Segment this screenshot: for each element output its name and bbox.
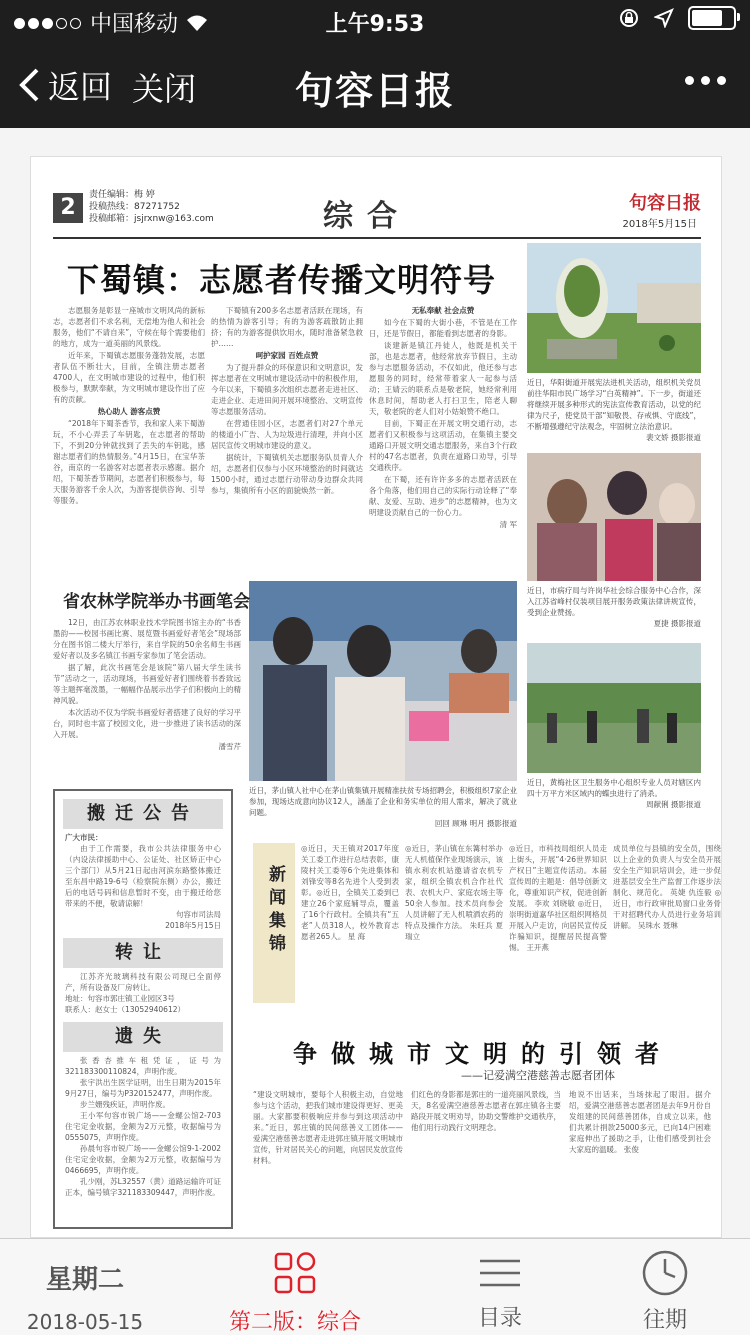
more-menu-button[interactable] — [685, 76, 726, 85]
photo-caption-4: 近日，黄梅社区卫生服务中心组织专业人员对辖区内四十万平方米区域内的蝶虫进行了消杀。 周献俐 摄影报道 — [527, 778, 701, 809]
notice-lost-title: 遗失 — [63, 1022, 223, 1052]
tab-edition[interactable]: 第二版：综合 — [210, 1239, 380, 1335]
content-area[interactable] — [0, 128, 750, 1238]
notice-transfer-body: 江苏齐光玻璃科技有限公司现已全面停产，所有设备及厂房转让。 地址：句容市郭庄镇工业园区3号 联系人：赵女士（13052940612） — [65, 972, 221, 1014]
location-icon — [654, 8, 674, 28]
notice-box — [53, 789, 233, 1229]
issue-date: 2018年5月15日 — [622, 219, 697, 230]
feature-title: 争做城市文明的引领者 — [293, 1039, 673, 1068]
news-column-1: ◎近日，天王镇对2017年度关工委工作进行总结表彰，康陵村关工委等6个先进集体和刘锋安等8名先进个人受到表彰。◎近日，全镇关工委到已建立26个家庭辅导点，覆盖了16个行政村。全镇共有“五老”人员318人，校外教育志愿者265人。 星 海 — [301, 844, 399, 941]
headline: 下蜀镇：志愿者传播文明符号 — [67, 261, 497, 299]
photo-disinfection[interactable] — [527, 643, 701, 773]
list-icon — [478, 1255, 522, 1291]
photo-sculpture[interactable] — [527, 243, 701, 373]
photo-caption-3: 近日，茅山镇人社中心在茅山镇集镇开展精准扶贫专场招聘会，积极组织7家企业参加，现场达成意向协议12人，涵盖了企业和务实单位的用人需求，解决了就业问题。 回回 顾琳 明月 摄影报道 — [249, 786, 517, 828]
rotation-lock-icon — [618, 7, 640, 29]
feature-column-1: “建设文明城市，要每个人积极主动，自觉地参与这个活动，把我们城市建设得更好、更美丽。大家都要积极响应并参与到这项活动中来。”近日，郭庄镇的民间慈善义工团体——爱满空港慈善志愿者走进郭庄镇开展文明城市宣传，针对居民关心的问题，向居民发放宣传材料。 — [253, 1090, 403, 1165]
battery-icon — [688, 6, 736, 30]
photo-caption-2: 近日，市病疗局与许岗华社会综合服务中心合作，深入江苏省峰村仅装项目展开服务政策法律讲规宣传，受到企业赞扬。 夏捷 摄影报道 — [527, 586, 701, 628]
section-name: 综合 — [323, 199, 411, 234]
feature-column-2: 们红色的身影都是郭庄的一道亮丽风景线，当天，8名爱满空港慈善志愿者在郭庄镇各主要路段开展文明劝导，协助交警维护交通秩序，他们用行动践行文明理念。 — [411, 1090, 561, 1132]
sub-headline: 省农林学院举办书画笔会 — [63, 592, 250, 612]
newspaper-logo: 句容日报 — [629, 193, 701, 214]
notice-relocation-body: 广大市民： 由于工作需要，我市公共法律服务中心（内设法律援助中心、公证处、社区矫正中心三个部门）从5月21日起由河滨东路整体搬迁至东昌中路19-6号（检察院东侧）办公，搬迁后的电话号码和信息暂时不变，由于搬迁给您带来的不便，敬请谅解！ 句容市司法局 2018年5月15日 — [65, 833, 221, 930]
status-bar — [0, 0, 750, 40]
news-roundup — [253, 843, 722, 1013]
layout-grid-icon — [273, 1251, 317, 1295]
news-column-4: 成员单位与县镇的安全员，围绕以上企业的负责人与安全员开展安全生产知识培训会，进一步促进基层安全生产监督工作逐步法制化、规范化。 英婕 仇连毅 ◎近日，市行政审批局窗口业务骨干对招聘代办人员进行业务培训讲解。 吴珠水 聂琳 — [613, 844, 721, 930]
nav-bar — [0, 40, 750, 128]
feature-subtitle: ——记爱满空港慈善志愿者团体 — [461, 1069, 615, 1082]
page-title: 句容日报 — [294, 69, 455, 113]
news-roundup-label: 新闻集锦 — [253, 843, 295, 1003]
tab-catalog[interactable]: 目录 — [410, 1239, 590, 1335]
article-column-2: 下蜀镇有200多名志愿者活跃在现场，有的热情为游客引导；有的为游客疏散防止拥挤；有的为游客提供饮用水，随时准备紧急救护…… 呵护家园 百姓点赞 为了提升群众的环保意识和文明意识，发挥志愿者在文明城市建设活动中的积极作用，今年以来，下蜀镇多次组织志愿者走进社区、走进企业、走进田间开展环境整治、文明宣传等志愿服务活动。 在营通佳园小区，志愿者们对27个单元的楼道小广告、人为垃圾进行清理，并向小区居民宣传文明城市建设的意义。 据统计，下蜀镇机关志愿服务队员青人介绍，志愿者们仅参与小区环境整治的时间就达1500小时，通过志愿行动带动身边群众共同参与，集镇所有小区的面貌焕然一新。 — [211, 306, 363, 495]
page-number: 2 — [53, 193, 83, 223]
newspaper-page[interactable] — [30, 156, 722, 1238]
notice-relocation-title: 搬迁公告 — [63, 799, 223, 829]
notice-transfer-title: 转让 — [63, 938, 223, 968]
notice-lost-body: 张香杏推车租凭证，证号为321183300110824，声明作废。 张宇洪出生医学证明，出生日期为2015年9月27日，编号为P320152477，声明作废。 步兰姗残疾证，声明作废。 王小军句容市锐广场——金螺公馆2-703住宅定金收据，金额为2万元整，收据编号为0555075，声明作废。 孙晨句容市锐广场——金螺公馆9-1-2002住宅定金收据，金额为2万元整，收据编号为0466695，声明作废。 孔少刚，苏L32557（黄）道路运输许可证正本，编号镇字321183309447，声明作废。 — [65, 1056, 221, 1197]
news-column-3: ◎近日，市科技局组织人员走上街头，开展“4·26世界知识产权日”主题宣传活动。本届宣传周的主题是：倡导创新文化，尊重知识产权，促进创新发展。 李欢 刘晓敏 ◎近日，崇明街道嘉华社区组织网格员开展入户走访，向居民宣传反诈骗知识，提醒居民提高警惕。 王开燕 — [509, 844, 607, 952]
photo-caption-1: 近日，华阳街道开展宪法进机关活动，组织机关党员前往华阳市民广场学习“白英精神”。下一步，街道还将继续开展多种形式的宪法宣传教育活动，以党的纪律为尺子，使党员干部“知敬畏、存戒惧、守底线”，不断增强遵纪守法观念，牢固树立法治意识。 裴文娇 摄影报道 — [527, 378, 701, 442]
news-column-2: ◎近日，茅山镇在东篝村举办无人机植保作业现场演示，该镇水利农机站邀请省农机专家，组织全镇农机合作社代表、农机大户、家庭农场主等50余人参加。技术员向参会人员讲解了无人机喷洒农药的特点及操作方法。 朱旺兵 夏瑞立 — [405, 844, 503, 941]
tab-past-issues[interactable]: 往期 — [580, 1239, 750, 1335]
back-button[interactable]: 返回 — [18, 62, 112, 108]
bottom-tab-bar — [0, 1238, 750, 1335]
carrier-label: 中国移动 — [90, 12, 179, 37]
tab-date[interactable]: 星期二 2018-05-15 — [26, 1265, 144, 1334]
close-button[interactable]: 关闭 — [132, 70, 197, 108]
article-column-3: 无私奉献 社会点赞 如今在下蜀的大街小巷，不管是在工作日，还是节假日，都能看到志愿者的身影。 谈建新是镇江丹徒人，他既是机关干部，也是志愿者，他经常放弃节假日，主动参与志愿服务活动，不仅如此，他还参与志愿服务的同时，经常带着家人一起参与活动；王婧云的联系点是敬老院，她经常利用休息时间，帮助老人打扫卫生，陪老人聊天，敬老院的老人们对小姑娘赞不绝口。 目前，下蜀正在开展文明交通行动，志愿者们又积极参与这项活动，在集镇主要交通路口开展文明交通志愿服务，来自3个行政村的47名志愿者，负责在道路口劝导，引导交通秩序。 在下蜀，还有许许多多的志愿者活跃在各个角落，他们用自己的实际行动诠释了“奉献、友爱、互助、进步”的志愿精神，也为文明建设贡献自己的一份心力。 清 军 — [369, 306, 517, 529]
clock: 上午9:53 — [325, 12, 425, 37]
sub-article-body: 12日，由江苏农林职业技术学院图书馆主办的“书香墨韵——校园书画比赛、展览暨书画爱好者笔会”现场部分在图书馆二楼大厅举行，来自学院的50余名师生书画爱好者以及多名镇江书画专家参加了笔会活动。 据了解，此次书画笔会是该院“第八届大学生读书节”活动之一，活动现场，书画爱好者们围绕着书香致远等主题挥毫泼墨，一幅幅作品展示出学子们积极向上的精神风貌。 本次活动不仅为学院书画爱好者搭建了良好的学习平台，同时也丰富了校园文化，进一步推进了读书活动的深入开展。 潘雪芹 — [53, 618, 241, 751]
page-header — [53, 187, 701, 239]
feature-column-3: 地说不出话来，当场抹起了眼泪。据介绍，爱满空港慈善志愿者团是去年9月份自发组建的民间慈善团体，自成立以来，他们共累计捐款25000多元，已向14户困难家庭伸出了援助之手，让他们感受到社会大家庭的温暖。 张俊 — [569, 1090, 711, 1154]
article-column-1: 志愿服务是彰显一座城市文明风尚的新标志，志愿者们不求名利，无偿地为他人和社会服务，他们“不请自来”，守候在每个需要他们的地方，成为一道美丽的风景线。 近年来，下蜀镇志愿服务蓬勃发展，志愿者队伍不断壮大，目前，全镇注册志愿者4700人，在文明城市建设的过程中，他们积极参与，默默奉献，为文明城市建设作出了应有的贡献。 热心助人 游客点赞 “2018年下蜀茶香节，我和家人来下蜀游玩，不小心弄丢了车钥匙，在志愿者的帮助下，不到20分钟就找到了丢失的车钥匙，感谢志愿者们的热情服务。”4月15日，在宝华茶谷，南京的一名游客对志愿者表示感谢。据介绍，下蜀茶香节期间，志愿者们积极参与，每天服务游客千余人次，为游客提供咨询、引导等服务。 — [53, 306, 205, 505]
clock-icon — [641, 1249, 689, 1297]
editor-info: 责任编辑：梅 婷 投稿热线：87271752 投稿邮箱：jsjrxnw@163.com — [89, 190, 214, 224]
photo-meeting[interactable] — [527, 453, 701, 581]
photo-job-fair[interactable] — [249, 581, 517, 781]
